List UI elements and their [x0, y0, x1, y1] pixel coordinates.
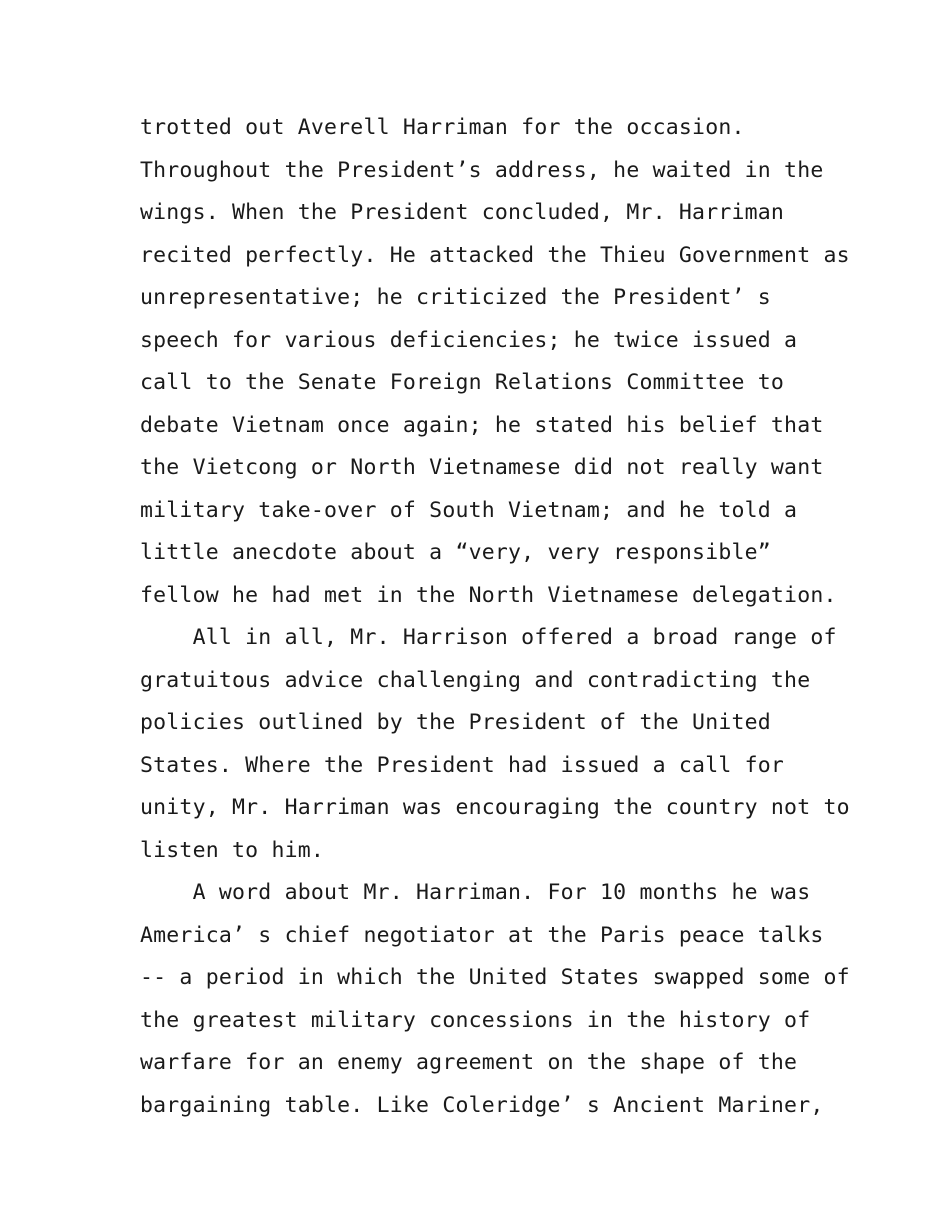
- text-line: policies outlined by the President of the United: [140, 710, 771, 735]
- text-line: unrepresentative; he criticized the President’ s: [140, 285, 771, 310]
- text-line: A word about Mr. Harriman. For 10 months he was: [140, 880, 811, 905]
- text-line: the Vietcong or North Vietnamese did not really want: [140, 455, 824, 480]
- text-line: America’ s chief negotiator at the Paris peace talks: [140, 922, 824, 948]
- text-line: fellow he had met in the North Vietnamese delegation.: [140, 582, 837, 608]
- text-line: trotted out Averell Harriman for the occasion.: [140, 115, 745, 140]
- text-line: States. Where the President had issued a call for: [140, 752, 785, 778]
- text-line: debate Vietnam once again; he stated his belief that: [140, 412, 824, 438]
- text-line: bargaining table. Like Coleridge’ s Ancient Mariner,: [140, 1092, 824, 1118]
- text-line: wings. When the President concluded, Mr. Harriman: [140, 200, 785, 225]
- text-line: Throughout the President’s address, he waited in the: [140, 157, 824, 183]
- text-line: military take-over of South Vietnam; and he told a: [140, 497, 798, 523]
- text-line: recited perfectly. He attacked the Thieu Government as: [140, 242, 850, 268]
- text-line: listen to him.: [140, 837, 325, 863]
- text-line: little anecdote about a “very, very responsible”: [140, 540, 771, 565]
- text-line: All in all, Mr. Harrison offered a broad range of: [140, 625, 837, 650]
- text-line: speech for various deficiencies; he twice issued a: [140, 327, 798, 353]
- text-line: warfare for an enemy agreement on the shape of the: [140, 1050, 798, 1075]
- text-line: unity, Mr. Harriman was encouraging the country not to: [140, 795, 850, 820]
- text-line: the greatest military concessions in the history of: [140, 1007, 811, 1033]
- document-page: [140, 107, 850, 1127]
- text-line: -- a period in which the United States swapped some of: [140, 965, 850, 990]
- text-line: gratuitous advice challenging and contradicting the: [140, 667, 811, 693]
- text-line: call to the Senate Foreign Relations Committee to: [140, 370, 785, 395]
